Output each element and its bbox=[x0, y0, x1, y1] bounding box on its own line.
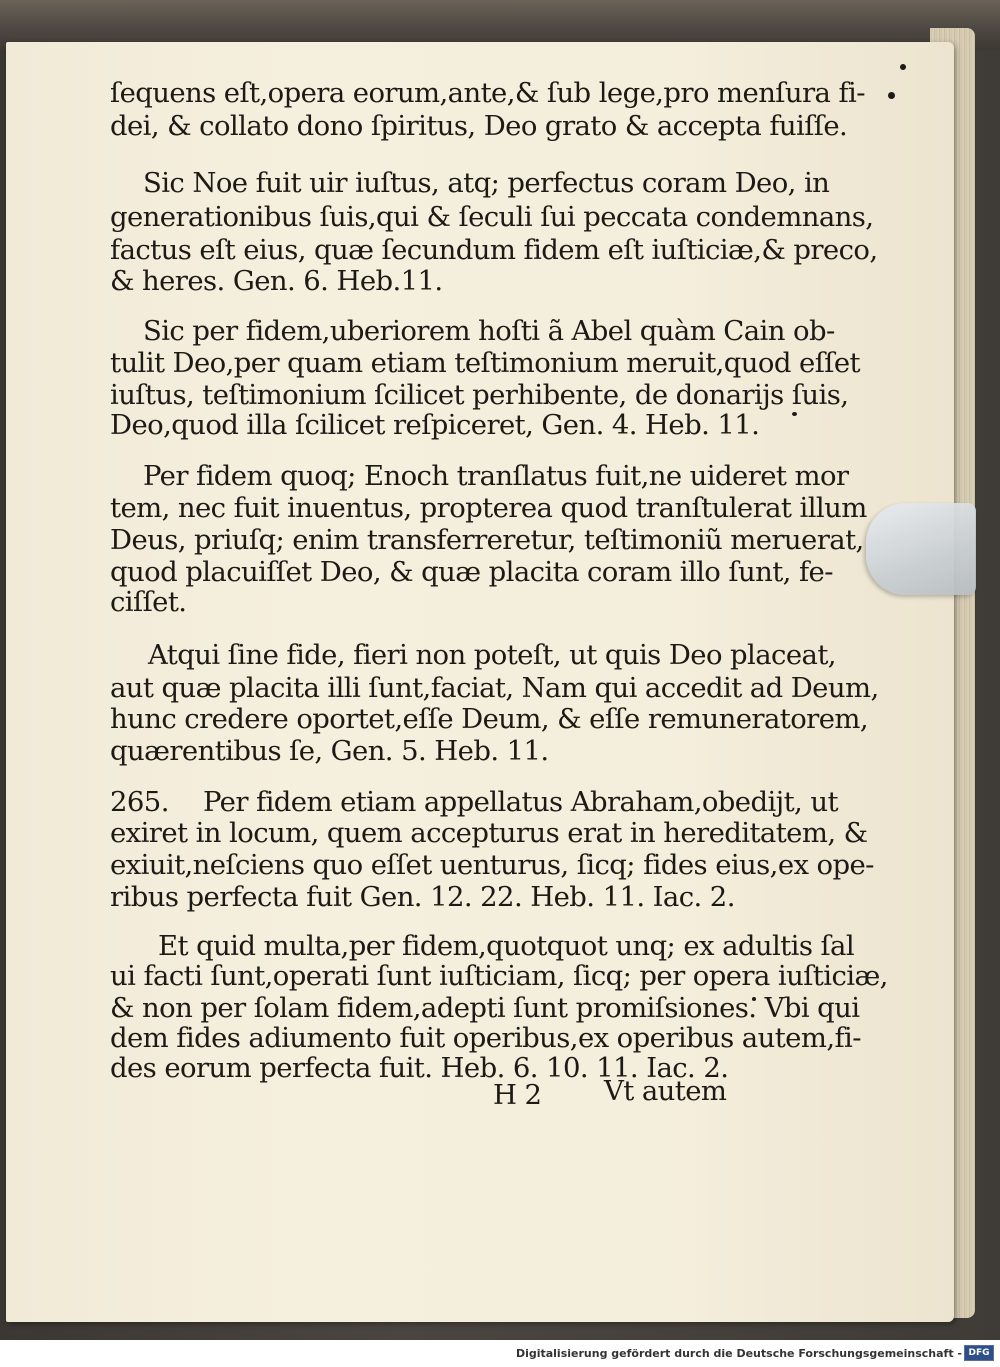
text-line: exiret in locum, quem accepturus erat in hereditatem, & bbox=[110, 817, 868, 849]
text-line: & non per ſolam fidem,adepti ſunt promiſsiones. Vbi qui bbox=[110, 992, 860, 1024]
text-line: factus eſt eius, quæ ſecundum fidem eſt iuſticiæ,& preco, bbox=[110, 234, 878, 266]
text-line: dem fides adiumento fuit operibus,ex operibus autem,fi- bbox=[110, 1022, 861, 1054]
text-line: & heres. Gen. 6. Heb.11. bbox=[110, 265, 443, 297]
text-line: tulit Deo,per quam etiam teſtimonium meruit,quod eſſet bbox=[110, 347, 860, 379]
text-line: quærentibus ſe, Gen. 5. Heb. 11. bbox=[110, 735, 549, 767]
margin-number: 265. bbox=[110, 786, 169, 818]
dfg-logo: DFG bbox=[964, 1345, 994, 1361]
text-line: Atqui ſine fide, fieri non poteſt, ut quis Deo placeat, bbox=[148, 639, 836, 671]
text-line: ſequens eſt,opera eorum,ante,& ſub lege,pro menſura fi- bbox=[110, 77, 865, 109]
text-line: Per fidem etiam appellatus Abraham,obedijt, ut bbox=[203, 786, 838, 818]
text-line: des eorum perfecta fuit. Heb. 6. 10. 11. Iac. 2. bbox=[110, 1052, 729, 1084]
text-line: exiuit,neſciens quo eſſet uenturus, ſicq; fides eius,ex ope- bbox=[110, 849, 874, 881]
text-line: Deus, priuſq; enim transferreretur, teſtimoniũ meruerat, bbox=[110, 524, 864, 556]
text-line: generationibus ſuis,qui & ſeculi ſui peccata condemnans, bbox=[110, 201, 874, 233]
text-line: ciſſet. bbox=[110, 586, 187, 618]
text-line: aut quæ placita illi ſunt,faciat, Nam qui accedit ad Deum, bbox=[110, 672, 879, 704]
text-line: Per fidem quoq; Enoch tranſlatus fuit,ne uideret mor bbox=[143, 460, 849, 492]
text-line: ui facti ſunt,operati ſunt iuſticiam, ſicq; per opera iuſticiæ, bbox=[110, 960, 888, 992]
footer-bar bbox=[0, 1340, 1000, 1367]
text-line: Sic Noe fuit uir iuſtus, atq; perfectus coram Deo, in bbox=[143, 167, 830, 199]
funding-credit: Digitalisierung gefördert durch die Deutsche Forschungsgemeinschaft - bbox=[515, 1347, 962, 1360]
text-line: hunc credere oportet,eſſe Deum, & eſſe remuneratorem, bbox=[110, 703, 869, 735]
text-line: Et quid multa,per fidem,quotquot unq; ex adultis ſal bbox=[158, 930, 855, 962]
text-line: iuſtus, teſtimonium ſcilicet perhibente, de donarijs ſuis, bbox=[110, 379, 849, 411]
signature-mark: H 2 bbox=[493, 1079, 542, 1111]
text-line: Deo,quod illa ſcilicet reſpiceret, Gen. 4. Heb. 11. bbox=[110, 409, 760, 441]
text-line: tem, nec fuit inuentus, propterea quod tranſtulerat illum bbox=[110, 492, 867, 524]
text-line: quod placuiſſet Deo, & quæ placita coram illo ſunt, fe- bbox=[110, 556, 833, 588]
catchword: Vt autem bbox=[604, 1075, 727, 1107]
text-line: dei, & collato dono ſpiritus, Deo grato & accepta fuiſſe. bbox=[110, 110, 848, 142]
text-line: Sic per fidem,uberiorem hoſti ã Abel quàm Cain ob- bbox=[143, 315, 835, 347]
text-line: ribus perfecta fuit Gen. 12. 22. Heb. 11. Iac. 2. bbox=[110, 881, 735, 913]
